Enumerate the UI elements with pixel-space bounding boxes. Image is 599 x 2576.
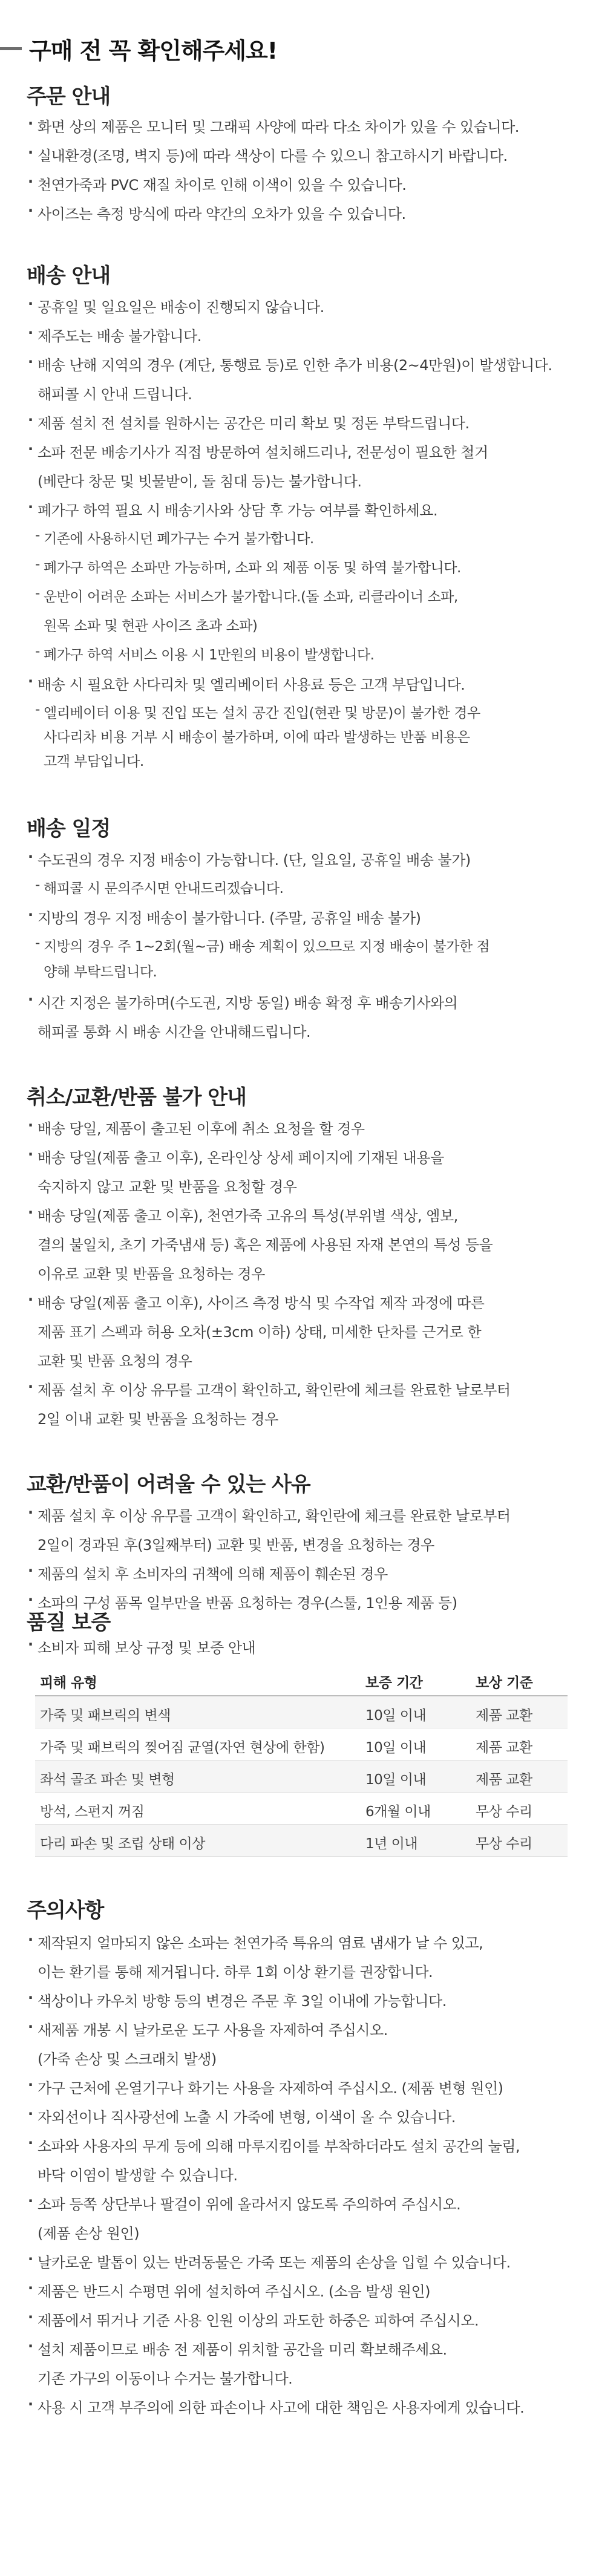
title-accent-bar — [0, 47, 22, 50]
table-cell: 가죽 및 패브릭의 변색 — [40, 1708, 171, 1724]
delivery-line: · 배송 난해 지역의 경우 (계단, 통행료 등)로 인한 추가 비용(2~4만원)이 발생합니다. — [29, 353, 552, 374]
table-cell: 방석, 스펀지 꺼짐 — [40, 1804, 145, 1820]
main-title-text: 구매 전 꼭 확인해주세요! — [29, 37, 278, 64]
caution-line: · 날카로운 발톱이 있는 반려동물은 가죽 또는 제품의 손상을 입힐 수 있습니다. — [29, 2251, 511, 2272]
cancel-line: · 배송 당일, 제품이 출고된 이후에 취소 요청을 할 경우 — [29, 1117, 365, 1138]
delivery-subline: 사다리차 비용 거부 시 배송이 불가하며, 이에 따라 발생하는 반품 비용은 — [44, 730, 470, 745]
schedule-line: 해피콜 통화 시 배송 시간을 안내해드립니다. — [38, 1024, 311, 1041]
order-line: · 화면 상의 제품은 모니터 및 그래픽 사양에 따라 다소 차이가 있을 수 있습니다. — [29, 115, 519, 136]
caution-line: · 색상이나 카우치 방향 등의 변경은 주문 후 3일 이내에 가능합니다. — [29, 1989, 447, 2010]
cancel-line: · 제품 설치 후 이상 유무를 고객이 확인하고, 확인란에 체크를 완료한 날로부터 — [29, 1378, 511, 1399]
table-row — [35, 1728, 568, 1760]
delivery-line: · 제주도는 배송 불가합니다. — [29, 324, 201, 345]
delivery-subline: - 엘리베이터 이용 및 진입 또는 설치 공간 진입(현관 및 방문)이 불가한 경우 — [35, 702, 480, 722]
cancel-line: 제품 표기 스펙과 허용 오차(±3cm 이하) 상태, 미세한 단차를 근거로 한 — [38, 1324, 482, 1341]
schedule-subline: - 지방의 경우 주 1~2회(월~금) 배송 계획이 있으므로 지정 배송이 불가한 점 — [35, 935, 489, 955]
warranty-intro: · 소비자 피해 보상 규정 및 보증 안내 — [29, 1636, 255, 1657]
caution-line: · 자외선이나 직사광선에 노출 시 가죽에 변형, 이색이 올 수 있습니다. — [29, 2105, 456, 2127]
caution-line: · 소파 등쪽 상단부나 팔걸이 위에 올라서지 않도록 주의하여 주십시오. — [29, 2192, 460, 2214]
section-title-schedule: 배송 일정 — [27, 817, 111, 841]
difficult-line: · 소파의 구성 품목 일부만을 반품 요청하는 경우(스툴, 1인용 제품 등) — [29, 1591, 457, 1612]
delivery-line: 해피콜 시 안내 드립니다. — [38, 386, 192, 403]
delivery-subline: - 폐가구 하역은 소파만 가능하며, 소파 외 제품 이동 및 하역 불가합니다. — [35, 557, 461, 577]
section-title-order: 주문 안내 — [27, 85, 111, 109]
table-cell: 다리 파손 및 조립 상태 이상 — [40, 1836, 205, 1852]
delivery-line: · 공휴일 및 일요일은 배송이 진행되지 않습니다. — [29, 295, 324, 316]
table-row — [35, 1760, 568, 1793]
caution-line: · 가구 근처에 온열기구나 화기는 사용을 자제하여 주십시오. (제품 변형 원인) — [29, 2076, 503, 2097]
delivery-line: · 제품 설치 전 설치를 원하시는 공간은 미리 확보 및 정돈 부탁드립니다. — [29, 411, 470, 433]
delivery-subline: 고객 부담입니다. — [44, 754, 144, 770]
warranty-table — [35, 1664, 568, 1857]
schedule-subline: - 해피콜 시 문의주시면 안내드리겠습니다. — [35, 877, 283, 897]
table-row — [35, 1825, 568, 1857]
caution-line: 바닥 이염이 발생할 수 있습니다. — [38, 2167, 238, 2184]
table-header-cell: 보증 기간 — [365, 1675, 423, 1691]
table-cell: 10일 이내 — [365, 1740, 427, 1756]
table-header-cell: 보상 기준 — [476, 1675, 533, 1691]
difficult-line: · 제품 설치 후 이상 유무를 고객이 확인하고, 확인란에 체크를 완료한 날로부터 — [29, 1504, 511, 1525]
table-row — [35, 1793, 568, 1825]
schedule-line: · 수도권의 경우 지정 배송이 가능합니다. (단, 일요일, 공휴일 배송 불가) — [29, 848, 471, 869]
table-cell: 6개월 이내 — [365, 1804, 431, 1820]
caution-line: · 사용 시 고객 부주의에 의한 파손이나 사고에 대한 책임은 사용자에게 있습니다. — [29, 2396, 524, 2417]
order-line: · 천연가죽과 PVC 재질 차이로 인해 이색이 있을 수 있습니다. — [29, 173, 406, 194]
delivery-subline: 원목 소파 및 현관 사이즈 초과 소파) — [44, 618, 258, 634]
caution-line: · 제품에서 뛰거나 기준 사용 인원 이상의 과도한 하중은 피하여 주십시오. — [29, 2309, 479, 2330]
delivery-subline: - 폐가구 하역 서비스 이용 시 1만원의 비용이 발생합니다. — [35, 644, 374, 664]
delivery-subline: - 기존에 사용하시던 폐가구는 수거 불가합니다. — [35, 528, 314, 548]
delivery-line: · 소파 전문 배송기사가 직접 방문하여 설치해드리나, 전문성이 필요한 철거 — [29, 440, 488, 462]
main-title — [0, 30, 277, 67]
cancel-line: · 배송 당일(제품 출고 이후), 천연가죽 고유의 특성(부위별 색상, 엠보, — [29, 1204, 458, 1225]
difficult-line: 2일이 경과된 후(3일째부터) 교환 및 반품, 변경을 요청하는 경우 — [38, 1537, 434, 1554]
cancel-line: · 배송 당일(제품 출고 이후), 온라인상 상세 페이지에 기재된 내용을 — [29, 1146, 444, 1167]
delivery-line: (베란다 창문 및 빗물받이, 돌 침대 등)는 불가합니다. — [38, 473, 362, 490]
cancel-line: 결의 불일치, 초기 가죽냄새 등) 혹은 제품에 사용된 자재 본연의 특성 등을 — [38, 1237, 493, 1254]
table-header-cell: 피해 유형 — [40, 1675, 97, 1691]
table-cell: 10일 이내 — [365, 1772, 427, 1788]
schedule-line: · 지방의 경우 지정 배송이 불가합니다. (주말, 공휴일 배송 불가) — [29, 906, 421, 927]
cancel-line: 2일 이내 교환 및 반품을 요청하는 경우 — [38, 1411, 278, 1428]
delivery-line: · 배송 시 필요한 사다리차 및 엘리베이터 사용료 등은 고객 부담입니다. — [29, 673, 465, 694]
caution-line: (가죽 손상 및 스크래치 발생) — [38, 2051, 217, 2068]
table-cell: 좌석 골조 파손 및 변형 — [40, 1772, 175, 1788]
cancel-line: 이유로 교환 및 반품을 요청하는 경우 — [38, 1266, 265, 1283]
table-row — [35, 1696, 568, 1728]
order-line: · 사이즈는 측정 방식에 따라 약간의 오차가 있을 수 있습니다. — [29, 202, 406, 223]
delivery-subline: - 운반이 어려운 소파는 서비스가 불가합니다.(돌 소파, 리클라이너 소파, — [35, 586, 458, 606]
table-cell: 1년 이내 — [365, 1836, 418, 1852]
caution-line: (제품 손상 원인) — [38, 2225, 140, 2242]
caution-line: · 새제품 개봉 시 날카로운 도구 사용을 자제하여 주십시오. — [29, 2018, 388, 2039]
table-cell: 제품 교환 — [476, 1772, 532, 1788]
table-cell: 제품 교환 — [476, 1708, 532, 1724]
schedule-line: · 시간 지정은 불가하며(수도권, 지방 동일) 배송 확정 후 배송기사와의 — [29, 991, 457, 1012]
table-cell: 10일 이내 — [365, 1708, 427, 1724]
section-title-difficult: 교환/반품이 어려울 수 있는 사유 — [27, 1473, 310, 1497]
caution-line: 기존 가구의 이동이나 수거는 불가합니다. — [38, 2370, 293, 2387]
table-header-row — [35, 1664, 568, 1696]
schedule-subline: 양해 부탁드립니다. — [44, 964, 157, 980]
cancel-line: · 배송 당일(제품 출고 이후), 사이즈 측정 방식 및 수작업 제작 과정에 따른 — [29, 1291, 484, 1312]
delivery-line: · 폐가구 하역 필요 시 배송기사와 상담 후 가능 여부를 확인하세요. — [29, 499, 437, 520]
difficult-line: · 제품의 설치 후 소비자의 귀책에 의해 제품이 훼손된 경우 — [29, 1562, 388, 1583]
section-title-cancel: 취소/교환/반품 불가 안내 — [27, 1085, 246, 1110]
table-cell: 무상 수리 — [476, 1804, 532, 1820]
cancel-line: 숙지하지 않고 교환 및 반품을 요청할 경우 — [38, 1178, 297, 1195]
section-title-warranty: 품질 보증 — [27, 1610, 111, 1635]
section-title-delivery: 배송 안내 — [27, 264, 111, 288]
caution-line: · 설치 제품이므로 배송 전 제품이 위치할 공간을 미리 확보해주세요. — [29, 2338, 447, 2359]
caution-line: 이는 환기를 통해 제거됩니다. 하루 1회 이상 환기를 권장합니다. — [38, 1964, 433, 1981]
table-cell: 가죽 및 패브릭의 찢어짐 균열(자연 현상에 한함) — [40, 1740, 325, 1756]
table-cell: 제품 교환 — [476, 1740, 532, 1756]
section-title-caution: 주의사항 — [27, 1898, 104, 1923]
table-cell: 무상 수리 — [476, 1836, 532, 1852]
caution-line: · 소파와 사용자의 무게 등에 의해 마루지킴이를 부착하더라도 설치 공간의 눌림, — [29, 2134, 520, 2156]
caution-line: · 제품은 반드시 수평면 위에 설치하여 주십시오. (소음 발생 원인) — [29, 2280, 430, 2301]
order-line: · 실내환경(조명, 벽지 등)에 따라 색상이 다를 수 있으니 참고하시기 바랍니다. — [29, 144, 508, 165]
cancel-line: 교환 및 반품 요청의 경우 — [38, 1353, 192, 1370]
caution-line: · 제작된지 얼마되지 않은 소파는 천연가죽 특유의 염료 냄새가 날 수 있고, — [29, 1931, 483, 1952]
